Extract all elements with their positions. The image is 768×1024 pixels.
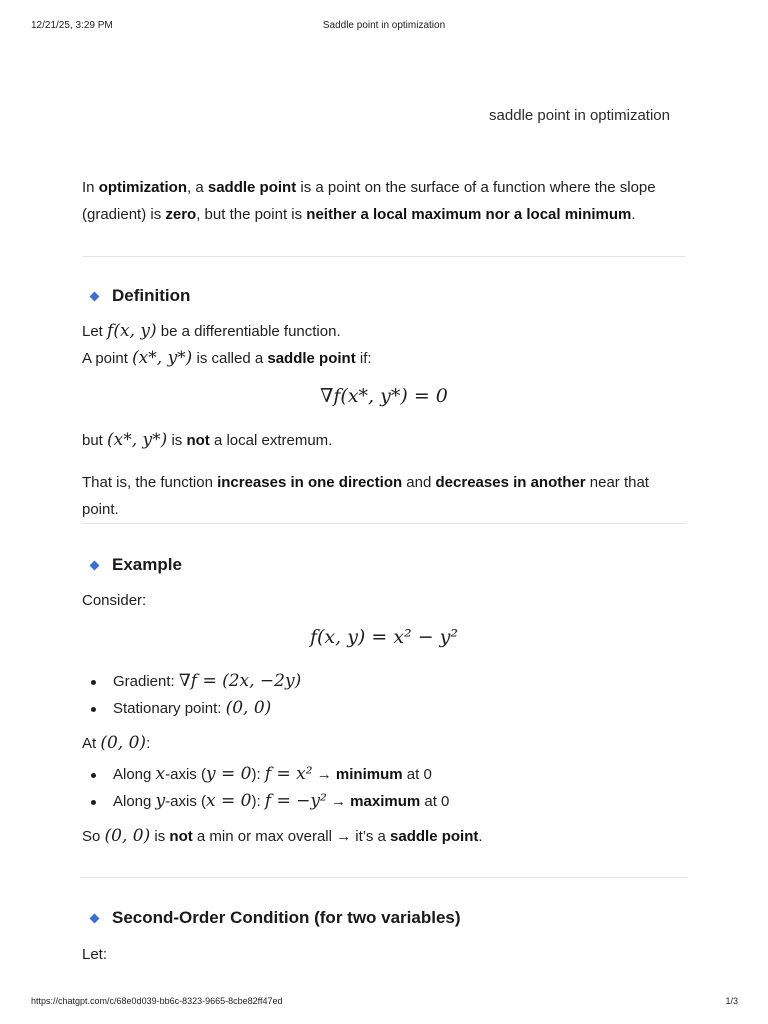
list-item: Stationary point: (0, 0) bbox=[82, 695, 301, 722]
example-list bbox=[82, 668, 301, 722]
list-item: Gradient: ∇f = (2x, −2y) bbox=[82, 668, 301, 695]
print-header bbox=[0, 16, 768, 32]
diamond-bullet-icon bbox=[90, 291, 100, 301]
section-heading-definition: Definition bbox=[82, 286, 190, 306]
print-footer bbox=[0, 996, 768, 1010]
print-date: 12/21/25, 3:29 PM bbox=[31, 20, 113, 31]
list-item: Along y-axis (x = 0): f = −y² → maximum at 0 bbox=[82, 788, 449, 815]
print-title: Saddle point in optimization bbox=[322, 20, 446, 31]
equation-example-function: f(x, y) = x² − y² bbox=[309, 626, 459, 648]
second-order-let: Let: bbox=[82, 946, 108, 963]
example-conclusion: So (0, 0) is not a min or max overall → it’s a saddle point. bbox=[82, 826, 483, 846]
example-at: At (0, 0): bbox=[82, 733, 151, 753]
section-heading-example: Example bbox=[82, 555, 182, 575]
divider bbox=[82, 523, 686, 524]
equation-gradient-zero: ∇f(x*, y*) = 0 bbox=[320, 385, 448, 407]
divider bbox=[82, 877, 686, 878]
definition-intro: Let f(x, y) be a differentiable function. A point (x*, y*) is called a saddle point if: bbox=[82, 321, 372, 368]
definition-but: but (x*, y*) is not a local extremum. bbox=[82, 430, 333, 450]
intro-paragraph: In optimization, a saddle point is a point on the surface of a function where the slope (gradient) is zero, but the point is neither a local maximum nor a local minimum. bbox=[82, 179, 656, 223]
divider bbox=[82, 256, 686, 257]
example-consider: Consider: bbox=[82, 592, 147, 609]
print-url: https://chatgpt.com/c/68e0d039-bb6c-8323-9665-8cbe82ff47ed bbox=[31, 996, 283, 1006]
axis-list bbox=[82, 761, 449, 815]
page-number: 1/3 bbox=[725, 996, 738, 1006]
diamond-bullet-icon bbox=[90, 560, 100, 570]
diamond-bullet-icon bbox=[90, 913, 100, 923]
list-item: Along x-axis (y = 0): f = x² → minimum at 0 bbox=[82, 761, 449, 788]
section-heading-second-order: Second-Order Condition (for two variables) bbox=[82, 908, 461, 928]
user-query-bubble: saddle point in optimization bbox=[489, 107, 670, 124]
definition-that-is: That is, the function increases in one direction and decreases in another near that point. bbox=[82, 474, 649, 518]
